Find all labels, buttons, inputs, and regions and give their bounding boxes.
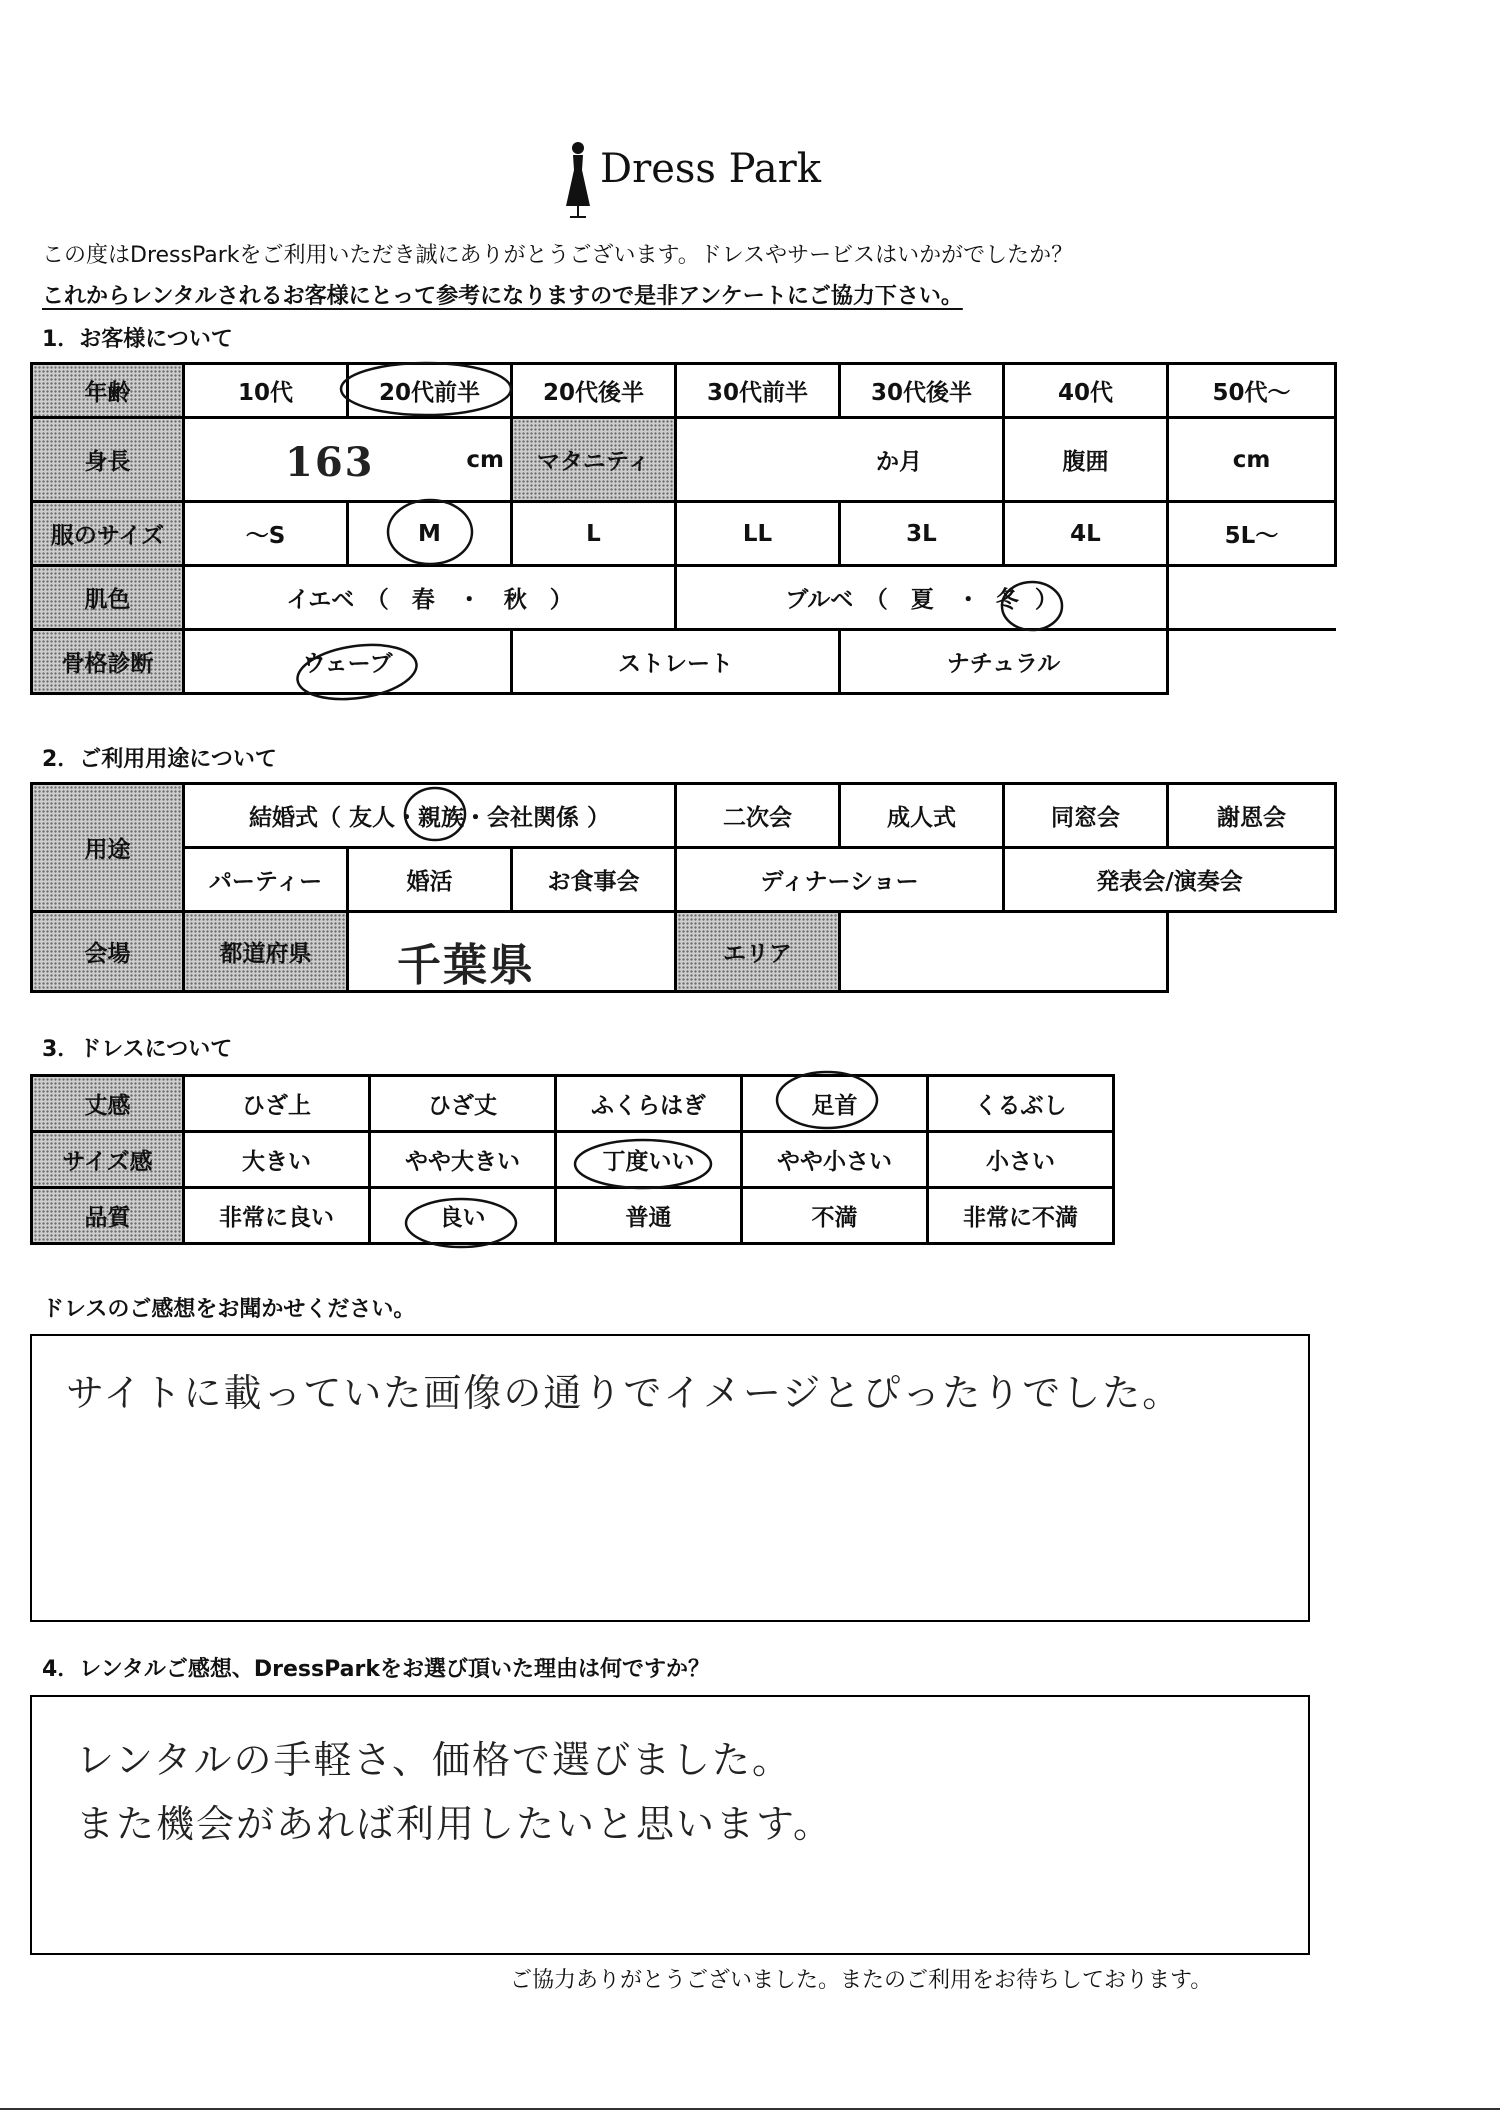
purpose-option[interactable]: 同窓会: [1004, 784, 1168, 848]
age-option[interactable]: 10代: [184, 364, 348, 418]
size-option[interactable]: 3L: [840, 502, 1004, 566]
age-option-selected[interactable]: 20代前半: [348, 364, 512, 418]
venue-label: 会場: [32, 912, 184, 992]
length-option[interactable]: ひざ上: [184, 1076, 370, 1132]
age-option[interactable]: 30代前半: [676, 364, 840, 418]
frame-option[interactable]: ストレート: [512, 630, 840, 694]
quality-label: 品質: [32, 1188, 184, 1244]
age-option[interactable]: 20代後半: [512, 364, 676, 418]
size-option[interactable]: L: [512, 502, 676, 566]
section-3-title: 3．ドレスについて: [42, 1037, 233, 1062]
wedding-prefix: 結婚式（ 友人・: [248, 805, 418, 831]
frame-option-selected[interactable]: ウェーブ: [184, 630, 512, 694]
fit-option-selected[interactable]: 丁度いい: [556, 1132, 742, 1188]
skin-label: 肌色: [32, 566, 184, 630]
age-label: 年齢: [32, 364, 184, 418]
circle-mark-quality: [406, 1199, 516, 1247]
fit-option[interactable]: 大きい: [184, 1132, 370, 1188]
intro-line-1: この度はDressParkをご利用いただき誠にありがとうございます。ドレスやサービスはいかがでしたか？: [42, 243, 1074, 268]
section-4-title: 4．レンタルご感想、DressParkをお選び頂いた理由は何ですか？: [42, 1657, 710, 1682]
length-option[interactable]: ふくらはぎ: [556, 1076, 742, 1132]
reason-answer-line-2: また機会があれば利用したいと思います。: [76, 1802, 833, 1846]
purpose-option[interactable]: 謝恩会: [1168, 784, 1336, 848]
size-option[interactable]: 4L: [1004, 502, 1168, 566]
prefecture-value: 千葉県: [397, 940, 535, 991]
prefecture-label: 都道府県: [184, 912, 348, 992]
wedding-family-selected[interactable]: 親族: [418, 805, 464, 831]
length-option-selected[interactable]: 足首: [742, 1076, 928, 1132]
length-option[interactable]: ひざ丈: [370, 1076, 556, 1132]
purpose-option[interactable]: 発表会/演奏会: [1004, 848, 1336, 912]
comments-prompt: ドレスのご感想をお聞かせください。: [42, 1297, 416, 1322]
purpose-option[interactable]: 二次会: [676, 784, 840, 848]
purpose-option[interactable]: パーティー: [184, 848, 348, 912]
comments-answer: サイトに載っていた画像の通りでイメージとぴったりでした。: [66, 1371, 1183, 1415]
quality-option-selected[interactable]: 良い: [370, 1188, 556, 1244]
size-option[interactable]: ～S: [184, 502, 348, 566]
fit-option[interactable]: やや小さい: [742, 1132, 928, 1188]
skin-winter-selected[interactable]: 冬: [995, 587, 1019, 613]
footer-thanks: ご協力ありがとうございました。またのご利用をお待ちしております。: [510, 1968, 1213, 1993]
size-option[interactable]: LL: [676, 502, 840, 566]
size-label: 服のサイズ: [32, 502, 184, 566]
skin-blue-prefix: ブルベ （ 夏 ・: [785, 587, 980, 613]
intro-line-2: これからレンタルされるお客様にとって参考になりますので是非アンケートにご協力下さい。: [42, 284, 963, 309]
circle-mark-purpose: [405, 788, 465, 840]
circle-mark-age: [341, 363, 511, 415]
size-option[interactable]: 5L～: [1168, 502, 1336, 566]
circle-mark-frame: [294, 638, 420, 706]
age-option[interactable]: 40代: [1004, 364, 1168, 418]
frame-label: 骨格診断: [32, 630, 184, 694]
circle-mark-size: [388, 500, 472, 564]
quality-option[interactable]: 非常に良い: [184, 1188, 370, 1244]
skin-blue-suffix: ）: [1034, 587, 1058, 613]
height-value: 163: [285, 439, 375, 486]
fit-option[interactable]: 小さい: [928, 1132, 1114, 1188]
circle-mark-fit: [575, 1140, 711, 1188]
reason-answer-line-1: レンタルの手軽さ、価格で選びました。: [76, 1738, 793, 1782]
length-option[interactable]: くるぶし: [928, 1076, 1114, 1132]
length-label: 丈感: [32, 1076, 184, 1132]
wedding-suffix: ・会社関係 ）: [464, 805, 611, 831]
quality-option[interactable]: 不満: [742, 1188, 928, 1244]
purpose-option[interactable]: 成人式: [840, 784, 1004, 848]
section-1-title: 1．お客様について: [42, 327, 233, 352]
quality-option[interactable]: 非常に不満: [928, 1188, 1114, 1244]
quality-option[interactable]: 普通: [556, 1188, 742, 1244]
purpose-label: 用途: [32, 784, 184, 912]
circle-mark-skin: [1002, 582, 1062, 630]
purpose-option[interactable]: お食事会: [512, 848, 676, 912]
brand-name: Dress Park: [600, 146, 821, 192]
fit-label: サイズ感: [32, 1132, 184, 1188]
purpose-option[interactable]: ディナーショー: [676, 848, 1004, 912]
height-label: 身長: [32, 418, 184, 502]
circle-mark-length: [777, 1072, 877, 1128]
size-option-selected[interactable]: M: [348, 502, 512, 566]
section-2-title: 2．ご利用用途について: [42, 747, 277, 772]
age-option[interactable]: 50代～: [1168, 364, 1336, 418]
area-label: エリア: [676, 912, 840, 992]
age-option[interactable]: 30代後半: [840, 364, 1004, 418]
skin-yellow-base[interactable]: イエベ （ 春 ・ 秋 ）: [184, 566, 676, 630]
waist-label: 腹囲: [1004, 418, 1168, 502]
purpose-option[interactable]: 婚活: [348, 848, 512, 912]
maternity-label: マタニティ: [512, 418, 676, 502]
waist-unit: cm: [1232, 446, 1271, 473]
height-unit: cm: [466, 446, 504, 473]
fit-option[interactable]: やや大きい: [370, 1132, 556, 1188]
frame-option[interactable]: ナチュラル: [840, 630, 1168, 694]
maternity-unit: か月: [876, 449, 922, 475]
